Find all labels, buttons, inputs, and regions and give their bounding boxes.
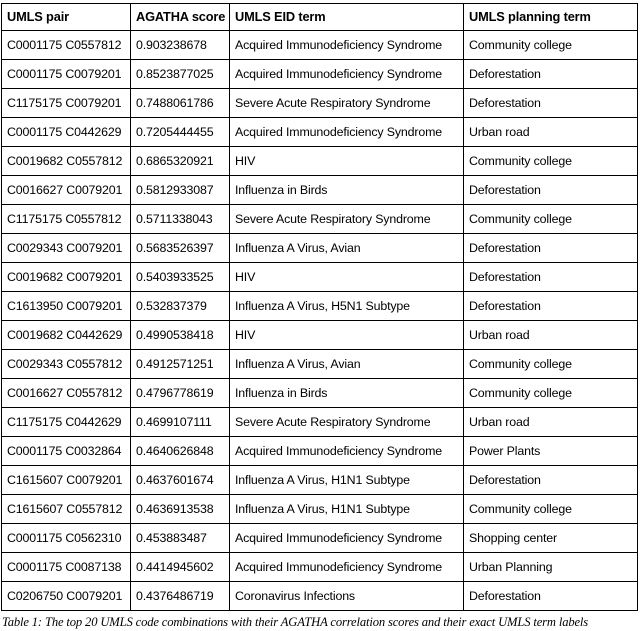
cell-agatha-score: 0.7205444455 bbox=[131, 118, 230, 147]
cell-umls-planning-term: Shopping center bbox=[464, 524, 638, 553]
table-row bbox=[2, 553, 638, 582]
column-header-umls-eid-term: UMLS EID term bbox=[230, 4, 464, 31]
cell-umls-eid-term: Coronavirus Infections bbox=[230, 582, 464, 611]
table-row bbox=[2, 379, 638, 408]
cell-umls-planning-term: Community college bbox=[464, 205, 638, 234]
cell-umls-planning-term: Urban road bbox=[464, 321, 638, 350]
cell-agatha-score: 0.4637601674 bbox=[131, 466, 230, 495]
table-header bbox=[2, 4, 638, 31]
cell-agatha-score: 0.453883487 bbox=[131, 524, 230, 553]
cell-agatha-score: 0.8523877025 bbox=[131, 60, 230, 89]
cell-umls-pair: C1175175 C0557812 bbox=[2, 205, 131, 234]
cell-umls-eid-term: Influenza A Virus, H5N1 Subtype bbox=[230, 292, 464, 321]
cell-umls-pair: C1175175 C0079201 bbox=[2, 89, 131, 118]
table-row bbox=[2, 263, 638, 292]
cell-agatha-score: 0.5812933087 bbox=[131, 176, 230, 205]
cell-umls-planning-term: Community college bbox=[464, 350, 638, 379]
table-row bbox=[2, 292, 638, 321]
cell-umls-planning-term: Deforestation bbox=[464, 582, 638, 611]
table-row bbox=[2, 31, 638, 60]
table-row bbox=[2, 176, 638, 205]
cell-umls-eid-term: HIV bbox=[230, 263, 464, 292]
table-caption: Table 1: The top 20 UMLS code combinations with their AGATHA correlation scores and their exact UMLS term labels bbox=[2, 615, 589, 629]
cell-agatha-score: 0.4636913538 bbox=[131, 495, 230, 524]
cell-umls-eid-term: Acquired Immunodeficiency Syndrome bbox=[230, 60, 464, 89]
cell-umls-eid-term: Influenza A Virus, H1N1 Subtype bbox=[230, 466, 464, 495]
cell-umls-pair: C1613950 C0079201 bbox=[2, 292, 131, 321]
cell-umls-eid-term: Severe Acute Respiratory Syndrome bbox=[230, 408, 464, 437]
cell-umls-pair: C0001175 C0087138 bbox=[2, 553, 131, 582]
cell-umls-eid-term: HIV bbox=[230, 321, 464, 350]
cell-umls-planning-term: Community college bbox=[464, 31, 638, 60]
cell-umls-eid-term: Acquired Immunodeficiency Syndrome bbox=[230, 437, 464, 466]
cell-umls-pair: C0016627 C0079201 bbox=[2, 176, 131, 205]
column-header-agatha-score: AGATHA score bbox=[131, 4, 230, 31]
cell-umls-eid-term: Influenza A Virus, Avian bbox=[230, 234, 464, 263]
cell-umls-eid-term: Influenza A Virus, H1N1 Subtype bbox=[230, 495, 464, 524]
cell-agatha-score: 0.7488061786 bbox=[131, 89, 230, 118]
table-row bbox=[2, 495, 638, 524]
cell-umls-planning-term: Community college bbox=[464, 147, 638, 176]
cell-umls-eid-term: Acquired Immunodeficiency Syndrome bbox=[230, 31, 464, 60]
cell-agatha-score: 0.5683526397 bbox=[131, 234, 230, 263]
cell-umls-eid-term: Severe Acute Respiratory Syndrome bbox=[230, 205, 464, 234]
table-row bbox=[2, 466, 638, 495]
cell-umls-planning-term: Deforestation bbox=[464, 89, 638, 118]
cell-umls-pair: C0029343 C0079201 bbox=[2, 234, 131, 263]
cell-agatha-score: 0.532837379 bbox=[131, 292, 230, 321]
cell-umls-eid-term: Severe Acute Respiratory Syndrome bbox=[230, 89, 464, 118]
cell-umls-eid-term: Acquired Immunodeficiency Syndrome bbox=[230, 553, 464, 582]
table-body bbox=[2, 31, 638, 611]
cell-agatha-score: 0.5711338043 bbox=[131, 205, 230, 234]
cell-agatha-score: 0.903238678 bbox=[131, 31, 230, 60]
cell-umls-pair: C1175175 C0442629 bbox=[2, 408, 131, 437]
cell-umls-eid-term: Acquired Immunodeficiency Syndrome bbox=[230, 118, 464, 147]
cell-umls-planning-term: Deforestation bbox=[464, 263, 638, 292]
table-row bbox=[2, 582, 638, 611]
cell-agatha-score: 0.4376486719 bbox=[131, 582, 230, 611]
cell-umls-planning-term: Deforestation bbox=[464, 466, 638, 495]
cell-umls-pair: C0001175 C0032864 bbox=[2, 437, 131, 466]
table-row bbox=[2, 118, 638, 147]
umls-results-table bbox=[1, 3, 638, 611]
cell-agatha-score: 0.4912571251 bbox=[131, 350, 230, 379]
cell-umls-pair: C0016627 C0557812 bbox=[2, 379, 131, 408]
cell-umls-pair: C0019682 C0442629 bbox=[2, 321, 131, 350]
cell-umls-pair: C0019682 C0079201 bbox=[2, 263, 131, 292]
cell-umls-planning-term: Deforestation bbox=[464, 176, 638, 205]
cell-umls-pair: C0001175 C0079201 bbox=[2, 60, 131, 89]
table-row bbox=[2, 321, 638, 350]
cell-umls-pair: C0029343 C0557812 bbox=[2, 350, 131, 379]
table-row bbox=[2, 60, 638, 89]
cell-umls-planning-term: Community college bbox=[464, 495, 638, 524]
cell-umls-pair: C0001175 C0557812 bbox=[2, 31, 131, 60]
column-header-umls-pair: UMLS pair bbox=[2, 4, 131, 31]
cell-umls-eid-term: Acquired Immunodeficiency Syndrome bbox=[230, 524, 464, 553]
cell-umls-eid-term: Influenza in Birds bbox=[230, 379, 464, 408]
table-row bbox=[2, 524, 638, 553]
cell-umls-eid-term: Influenza in Birds bbox=[230, 176, 464, 205]
cell-umls-eid-term: Influenza A Virus, Avian bbox=[230, 350, 464, 379]
table-row bbox=[2, 89, 638, 118]
cell-umls-planning-term: Power Plants bbox=[464, 437, 638, 466]
cell-agatha-score: 0.6865320921 bbox=[131, 147, 230, 176]
cell-agatha-score: 0.4796778619 bbox=[131, 379, 230, 408]
cell-agatha-score: 0.4699107111 bbox=[131, 408, 230, 437]
cell-umls-pair: C0001175 C0562310 bbox=[2, 524, 131, 553]
cell-umls-planning-term: Urban road bbox=[464, 118, 638, 147]
cell-agatha-score: 0.5403933525 bbox=[131, 263, 230, 292]
cell-agatha-score: 0.4990538418 bbox=[131, 321, 230, 350]
cell-umls-pair: C0019682 C0557812 bbox=[2, 147, 131, 176]
cell-umls-pair: C0001175 C0442629 bbox=[2, 118, 131, 147]
table-row bbox=[2, 408, 638, 437]
column-header-umls-planning-term: UMLS planning term bbox=[464, 4, 638, 31]
table-row bbox=[2, 234, 638, 263]
table-header-row bbox=[2, 4, 638, 31]
cell-umls-pair: C0206750 C0079201 bbox=[2, 582, 131, 611]
table-row bbox=[2, 205, 638, 234]
cell-umls-planning-term: Community college bbox=[464, 379, 638, 408]
cell-umls-planning-term: Deforestation bbox=[464, 292, 638, 321]
cell-agatha-score: 0.4414945602 bbox=[131, 553, 230, 582]
document-page bbox=[0, 3, 640, 629]
cell-umls-planning-term: Deforestation bbox=[464, 234, 638, 263]
cell-umls-planning-term: Urban road bbox=[464, 408, 638, 437]
table-row bbox=[2, 147, 638, 176]
table-row bbox=[2, 437, 638, 466]
cell-umls-planning-term: Urban Planning bbox=[464, 553, 638, 582]
table-row bbox=[2, 350, 638, 379]
cell-umls-eid-term: HIV bbox=[230, 147, 464, 176]
cell-agatha-score: 0.4640626848 bbox=[131, 437, 230, 466]
cell-umls-planning-term: Deforestation bbox=[464, 60, 638, 89]
cell-umls-pair: C1615607 C0079201 bbox=[2, 466, 131, 495]
cell-umls-pair: C1615607 C0557812 bbox=[2, 495, 131, 524]
